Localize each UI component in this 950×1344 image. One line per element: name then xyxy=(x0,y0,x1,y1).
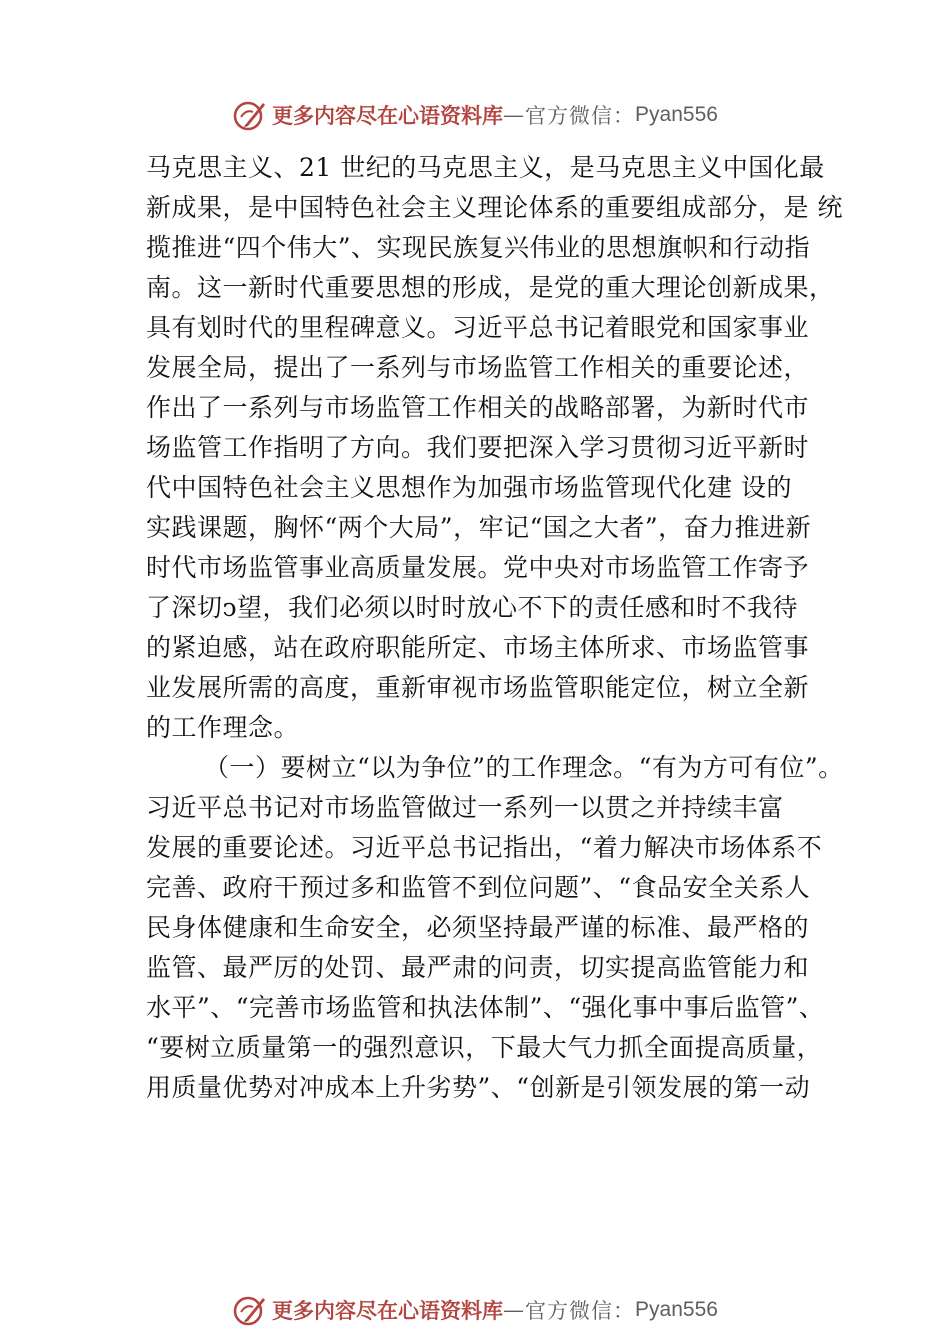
body-line: 揽推进“四个伟大”、实现民族复兴伟业的思想旗帜和行动指 xyxy=(146,233,811,262)
body-line: 用质量优势对冲成本上升劣势”、“创新是引领发展的第一动 xyxy=(146,1073,811,1102)
body-line: 发展的重要论述。习近平总书记指出，“着力解决市场体系不 xyxy=(146,833,823,862)
body-line: “要树立质量第一的强烈意识，下最大气力抓全面提高质量， xyxy=(146,1033,823,1062)
pen-logo-icon xyxy=(232,97,268,133)
body-line: 业发展所需的高度，重新审视市场监管职能定位，树立全新 xyxy=(146,673,810,702)
footer-wechat-label: 官方微信： xyxy=(525,1299,636,1323)
footer-banner xyxy=(0,1290,950,1330)
body-line: 的紧迫感，站在政府职能所定、市场主体所求、市场监管事 xyxy=(146,633,810,662)
footer-site-name: 更多内容尽在心语资料库 xyxy=(272,1298,504,1323)
header-banner xyxy=(0,95,950,135)
body-line: 的工作理念。 xyxy=(146,713,300,742)
body-line: 作出了一系列与市场监管工作相关的战略部署，为新时代市 xyxy=(146,393,810,422)
pen-logo-icon xyxy=(232,1292,268,1328)
header-separator: — xyxy=(503,103,526,127)
body-line: 实践课题，胸怀“两个大局”，牢记“国之大者”，奋力推进新 xyxy=(146,513,812,542)
body-line: 发展全局，提出了一系列与市场监管工作相关的重要论述， xyxy=(146,353,810,382)
header-site-name: 更多内容尽在心语资料库 xyxy=(272,103,504,128)
body-line: 场监管工作指明了方向。我们要把深入学习贯彻习近平新时 xyxy=(146,433,810,462)
body-line: 完善、政府干预过多和监管不到位问题”、“食品安全关系人 xyxy=(146,873,811,902)
body-line: 水平”、“完善市场监管和执法体制”、“强化事中事后监管”、 xyxy=(146,993,825,1022)
header-wechat-account: Pyan556 xyxy=(635,103,718,126)
body-line: 监管、最严厉的处罚、最严肃的问责，切实提高监管能力和 xyxy=(146,953,810,982)
body-line: 新成果，是中国特色社会主义理论体系的重要组成部分，是 统 xyxy=(146,193,843,222)
header-wechat-label: 官方微信： xyxy=(525,104,636,128)
body-line: 习近平总书记对市场监管做过一系列一以贯之并持续丰富 xyxy=(146,793,784,822)
section-heading-line: （一）要树立“以为争位”的工作理念。“有为方可有位”。 xyxy=(204,753,844,782)
footer-separator: — xyxy=(503,1298,526,1322)
body-line: 代中国特色社会主义思想作为加强市场监管现代化建 设的 xyxy=(146,473,792,502)
body-line: 马克思主义、21 世纪的马克思主义，是马克思主义中国化最 xyxy=(146,153,825,182)
body-line: 了深切ↄ望，我们必须以时时放心不下的责任感和时不我待 xyxy=(146,593,799,622)
body-line: 时代市场监管事业高质量发展。党中央对市场监管工作寄予 xyxy=(146,553,810,582)
body-line: 具有划时代的里程碑意义。习近平总书记着眼党和国家事业 xyxy=(146,313,810,342)
body-line: 民身体健康和生命安全，必须坚持最严谨的标准、最严格的 xyxy=(146,913,810,942)
document-body xyxy=(146,148,844,1108)
footer-wechat-account: Pyan556 xyxy=(635,1298,718,1321)
body-line: 南。这一新时代重要思想的形成，是党的重大理论创新成果， xyxy=(146,273,835,302)
